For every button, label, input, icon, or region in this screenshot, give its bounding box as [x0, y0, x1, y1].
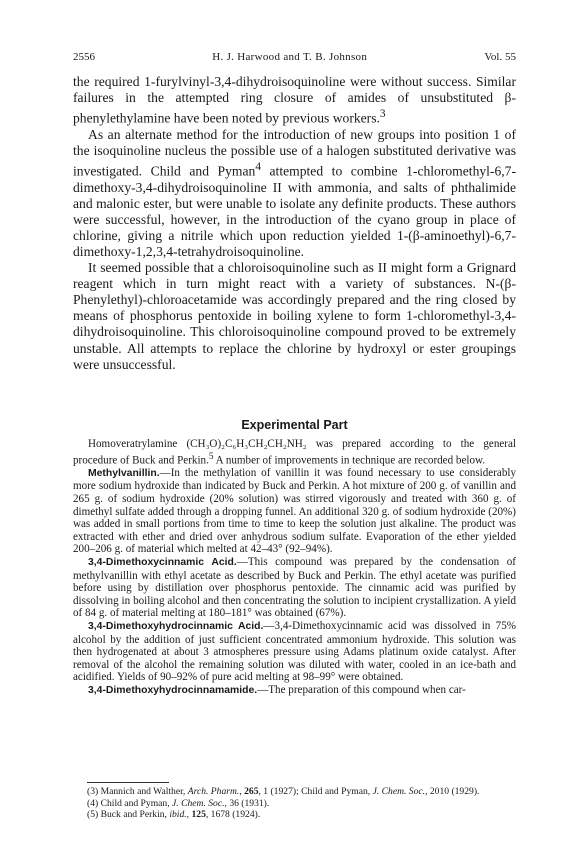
compound-heading: Methylvanillin.	[88, 467, 160, 479]
exp-paragraph-intro	[73, 438, 516, 467]
experimental-text	[73, 438, 516, 698]
fn-text: (4) Child and Pyman,	[87, 797, 173, 809]
intro-p1-text: the required 1-furylvinyl-3,4-dihydroisoquinoline were without success. Similar failures in the attempted ring closure of amides of unsubstituted β-phenylethylamine have been noted by previous workers.	[73, 74, 516, 126]
page-number: 2556	[73, 51, 95, 63]
footnotes	[73, 786, 516, 821]
footnote-4	[73, 798, 516, 810]
compound-heading: 3,4-Dimethoxyhydrocinnamamide.	[88, 684, 258, 696]
fn-journal: ibid.	[169, 809, 187, 820]
compound-text: —This compound was prepared by the condensation of methylvanillin with ethyl acetate as described by Buck and Perkin. The ethyl acetate was purified before using by distillation over phosphorus pentoxide. The cinnamic acid was purified by dissolving in boiling alcohol and then concentrating the solution to incipient crystallization. A yield of 84 g. of material melting at 180–181° was obtained (67%).	[73, 556, 516, 620]
exp-paragraph-cinnamic-acid	[73, 556, 516, 620]
fn-volume: 125	[191, 809, 206, 820]
running-header	[73, 51, 516, 63]
exp-p0-text-a: Homoveratrylamine (CH₃O)₂C₆H₃CH₂CH₂NH₂ was prepared according to the general procedure of Buck and Perkin.	[73, 438, 516, 467]
fn-text: , 36 (1931).	[224, 797, 270, 809]
section-heading: Experimental Part	[241, 418, 348, 432]
intro-paragraph-3: It seemed possible that a chloroisoquinoline such as II might form a Grignard reagent which in turn might react with a variety of substances. N-(β-Phenylethyl)-chloroacetamide was accordingly prepared and the ring closed by means of phosphorus pentoxide in boiling xylene to form 1-chloromethyl-3,4-dihydroisoquinoline. This chloroisoquinoline compound proved to be extremely unstable. All attempts to replace the chlorine by hydroxyl or ester groupings were unsuccessful.	[73, 260, 516, 372]
footnote-ref-5: 5	[208, 451, 214, 462]
compound-text: —In the methylation of vanillin it was found necessary to use considerably more sodium hydroxide than indicated by Buck and Perkin. A hot mixture of 200 g. of vanillin and 265 g. of sodium hydroxide (20% solution) was stirred vigorously and treated with 360 g. of dimethyl sulfate added through a dropping funnel. An additional 320 g. of sodium hydroxide (20%) was added in small portions from time to time to keep the solution just alkaline. The product was extracted with ether and dried over anhydrous sodium sulfate. Evaporation of the ether yielded 200–206 g. of material which melted at 42–43° (92–94%).	[73, 466, 516, 556]
fn-journal: J. Chem. Soc.	[372, 786, 426, 797]
compound-text: —The preparation of this compound when car-	[257, 683, 466, 696]
fn-journal: J. Chem. Soc.	[172, 797, 225, 809]
exp-p0-text-b: A number of improvements in technique are recorded below.	[213, 454, 486, 467]
footnote-ref-4: 4	[255, 161, 261, 173]
footnote-5	[73, 809, 516, 821]
introduction-text	[73, 74, 516, 373]
exp-paragraph-hydrocinnamamide	[73, 684, 516, 698]
fn-text: , 2010 (1929).	[425, 786, 480, 797]
compound-text: —3,4-Dimethoxycinnamic acid was dissolved in 75% alcohol by the addition of just sufficient concentrated ammonium hydroxide. This solution was then hydrogenated at about 3 atmospheres pressure using Adams platinum oxide catalyst. After removal of the alcohol the remaining solution was diluted with water, cooled in an ice-bath and acidified. Yields of 90–92% of pure acid melting at 98–99° were obtained.	[73, 620, 517, 684]
exp-paragraph-hydrocinnamic-acid	[73, 620, 516, 684]
fn-text: (5) Buck and Perkin,	[87, 809, 170, 820]
fn-text: ,	[239, 786, 245, 797]
compound-heading: 3,4-Dimethoxyhydrocinnamic Acid.	[88, 621, 264, 632]
compound-heading: 3,4-Dimethoxycinnamic Acid.	[88, 557, 237, 569]
fn-text: ,	[186, 809, 192, 820]
intro-paragraph-1	[73, 74, 516, 127]
exp-paragraph-methylvanillin	[73, 467, 516, 556]
intro-paragraph-2	[73, 127, 516, 260]
fn-text: , 1678 (1924).	[205, 809, 261, 820]
fn-text: (3) Mannich and Walther,	[87, 786, 188, 797]
footnote-3	[73, 786, 516, 798]
footnote-ref-3: 3	[379, 108, 386, 121]
fn-journal: Arch. Pharm.	[187, 786, 240, 797]
fn-text: , 1 (1927); Child and Pyman,	[258, 786, 373, 797]
intro-p2-text-b: attempted to combine 1-chloromethyl-6,7-dimethoxy-3,4-dihydroisoquinoline II with ammonia, and salts of phthalimide and malonic ester, but were unable to isolate any definite products. These authors were successful, however, in the introduction of the cyano group in place of chlorine, giving a nitrile which upon reduction yielded 1-(β-aminoethyl)-6,7-dimethoxy-1,2,3,4-tetrahydroisoquinoline.	[73, 163, 516, 259]
fn-volume: 265	[244, 786, 259, 797]
intro-p2-text-a: As an alternate method for the introduction of new groups into position 1 of the isoquinoline nucleus the possible use of a halogen substituted derivative was investigated. Child and Pyman	[73, 126, 516, 179]
header-authors: H. J. Harwood and T. B. Johnson	[212, 51, 368, 63]
footnote-divider	[87, 782, 169, 783]
header-volume: Vol. 55	[484, 51, 516, 63]
